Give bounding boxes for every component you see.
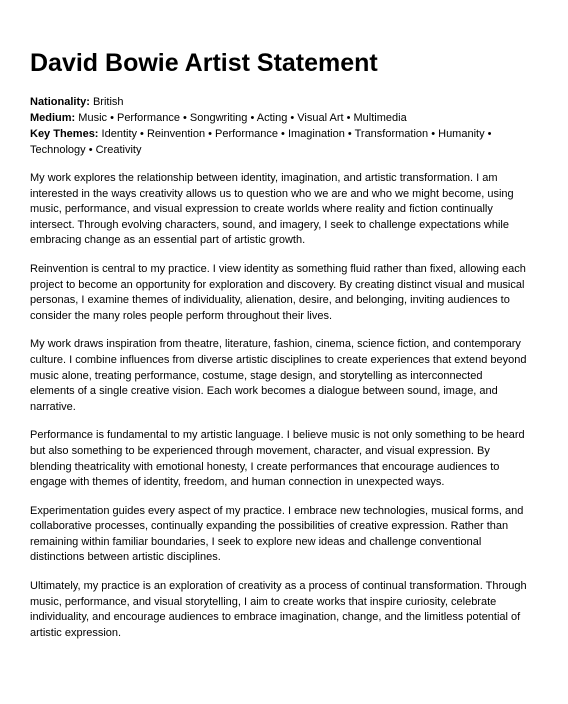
paragraph-experimentation: Experimentation guides every aspect of my practice. I embrace new technologies, musical forms, and collaborative processes, continually expanding the possibilities of creative expression. Rather than remaining within familiar boundaries, I seek to explore new ideas and challenge conventional distinctions between artistic disciplines.: [30, 504, 524, 564]
meta-key-themes: [30, 126, 530, 158]
meta-key-themes-key: Key Themes:: [30, 128, 99, 140]
paragraph-inspiration: My work draws inspiration from theatre, literature, fashion, cinema, science fiction, and contemporary culture. I combine influences from diverse artistic disciplines to create experiences that extend beyond music alone, treating performance, costume, stage design, and storytelling as interconnected elements of a single creative vision. Each work becomes a dialogue between sound, image, and narrative.: [30, 338, 527, 413]
paragraph-identity: My work explores the relationship between identity, imagination, and artistic transformation. I am interested in the ways creativity allows us to question who we are and who we might become, using music, performance, and visual expression to create worlds where reality and fiction continually intersect. Through evolving characters, sound, and imagery, I seek to challenge expectations while embracing change as an essential part of artistic growth.: [30, 172, 514, 247]
meta-nationality-key: Nationality:: [30, 96, 90, 108]
meta-nationality-value: British: [89, 96, 124, 108]
meta-medium: [30, 110, 530, 126]
paragraph-conclusion: Ultimately, my practice is an exploration of creativity as a process of continual transformation. Through music, performance, and visual storytelling, I aim to create works that inspire curiosity, celebrate individuality, and encourage audiences to embrace imagination, change, and the limitless potential of artistic expression.: [30, 580, 527, 639]
meta-medium-key: Medium:: [30, 112, 76, 124]
meta-key-themes-value: Identity • Reinvention • Performance • Imagination • Transformation • Humanity • Technology • Creativity: [30, 128, 492, 156]
paragraph-reinvention: Reinvention is central to my practice. I view identity as something fluid rather than fixed, allowing each project to become an opportunity for exploration and discovery. By creating distinct visual and musical personas, I examine themes of individuality, alienation, desire, and belonging, inviting audiences to consider the many roles people perform throughout their lives.: [30, 262, 526, 322]
document-page: [30, 48, 530, 654]
metadata-block: [30, 94, 530, 158]
meta-nationality: [30, 94, 530, 110]
meta-medium-value: Music • Performance • Songwriting • Acting • Visual Art • Multimedia: [75, 112, 407, 124]
document-title: David Bowie Artist Statement: [30, 49, 378, 77]
paragraph-performance: Performance is fundamental to my artistic language. I believe music is not only something to be heard but also something to be experienced through movement, character, and visual expression. By blending theatricality with emotional honesty, I create performances that encourage audiences to engage with themes of identity, freedom, and human connection in unexpected ways.: [30, 429, 525, 489]
